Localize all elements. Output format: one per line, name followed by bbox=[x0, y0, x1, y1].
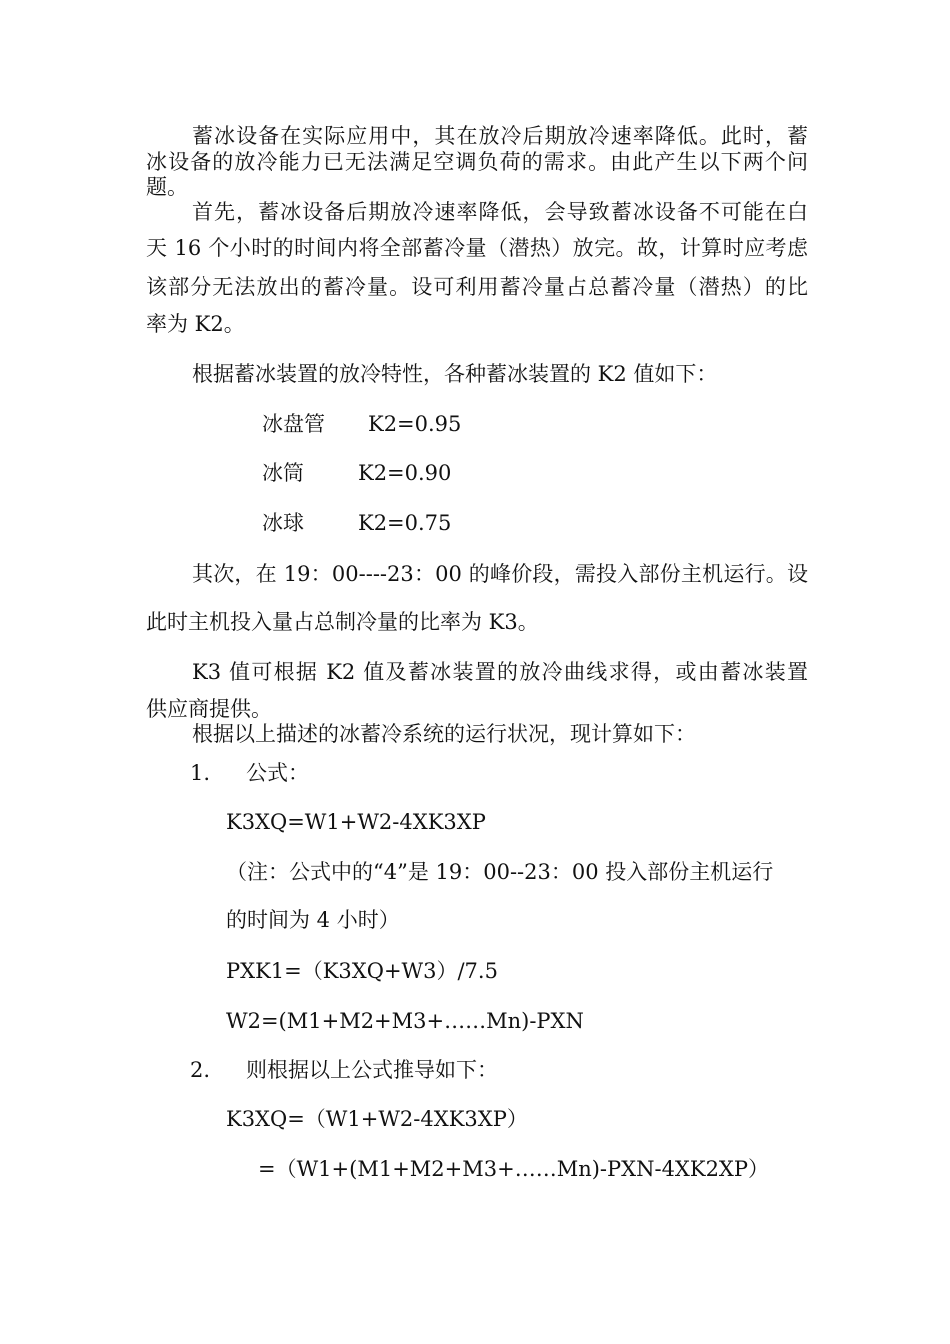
section-2-title: 则根据以上公式推导如下： bbox=[246, 1058, 498, 1082]
formula-note-line-2: 的时间为 4 小时） bbox=[226, 908, 400, 932]
section-1-number: 1. bbox=[190, 761, 211, 785]
k2-value-ice-coil: K2=0.95 bbox=[368, 412, 462, 436]
k2-value-ice-tube: K2=0.90 bbox=[358, 461, 452, 485]
paragraph-2-line-1: 首先，蓄冰设备后期放冷速率降低，会导致蓄冰设备不可能在白 bbox=[192, 200, 808, 224]
paragraph-2-line-4: 率为 K2。 bbox=[146, 312, 245, 336]
derivation-line-2: =（W1+(M1+M2+M3+……Mn)-PXN-4XK2XP） bbox=[258, 1157, 770, 1181]
paragraph-2-line-3: 该部分无法放出的蓄冷量。设可利用蓄冷量占总蓄冷量（潜热）的比 bbox=[146, 275, 808, 299]
derivation-line-1: K3XQ=（W1+W2-4XK3XP） bbox=[226, 1107, 528, 1131]
paragraph-6: 根据以上描述的冰蓄冷系统的运行状况，现计算如下： bbox=[192, 722, 696, 746]
formula-pxk1: PXK1=（K3XQ+W3）/7.5 bbox=[226, 959, 498, 983]
paragraph-2-line-2: 天 16 个小时的时间内将全部蓄冷量（潜热）放完。故，计算时应考虑 bbox=[146, 236, 808, 260]
paragraph-1-line-3: 题。 bbox=[146, 175, 188, 199]
k2-value-ice-ball: K2=0.75 bbox=[358, 511, 452, 535]
k2-device-ice-ball: 冰球 bbox=[262, 511, 304, 535]
formula-note-line-1: （注：公式中的“4”是 19：00--23：00 投入部份主机运行 bbox=[226, 860, 774, 884]
paragraph-4-line-1: 其次，在 19：00----23：00 的峰价段，需投入部份主机运行。设 bbox=[192, 562, 808, 586]
section-2-number: 2. bbox=[190, 1058, 211, 1082]
paragraph-5-line-1: K3 值可根据 K2 值及蓄冰装置的放冷曲线求得，或由蓄冰装置 bbox=[192, 660, 808, 684]
k2-device-ice-tube: 冰筒 bbox=[262, 461, 304, 485]
formula-k3xq: K3XQ=W1+W2-4XK3XP bbox=[226, 810, 486, 834]
paragraph-1-line-2: 冰设备的放冷能力已无法满足空调负荷的需求。由此产生以下两个问 bbox=[146, 150, 808, 174]
paragraph-1-line-1: 蓄冰设备在实际应用中，其在放冷后期放冷速率降低。此时，蓄 bbox=[192, 124, 808, 148]
section-1-title: 公式： bbox=[246, 761, 309, 785]
paragraph-3: 根据蓄冰装置的放冷特性，各种蓄冰装置的 K2 值如下： bbox=[192, 362, 718, 386]
formula-w2: W2=(M1+M2+M3+……Mn)-PXN bbox=[226, 1009, 584, 1033]
paragraph-4-line-2: 此时主机投入量占总制冷量的比率为 K3。 bbox=[146, 610, 539, 634]
paragraph-5-line-2: 供应商提供。 bbox=[146, 697, 272, 721]
k2-device-ice-coil: 冰盘管 bbox=[262, 412, 325, 436]
